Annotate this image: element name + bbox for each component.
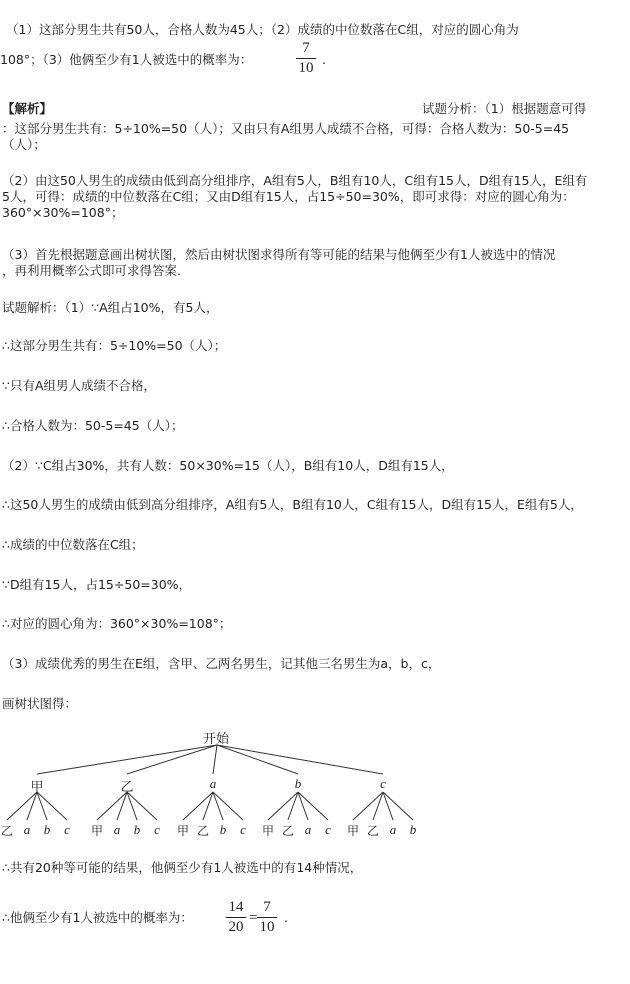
tree-branch-node: c (380, 776, 386, 791)
solution-line-11: 画树状图得： (2, 696, 78, 711)
fraction-bar (226, 917, 246, 918)
tree-leaf-node: c (240, 822, 246, 837)
analysis-p2-line3: 360°×30%=108°； (2, 205, 124, 220)
fraction-numerator: 7 (302, 40, 310, 56)
tree-leaf-node: b (219, 822, 227, 837)
solution-line-7: ∴成绩的中位数落在C组； (2, 537, 144, 552)
tree-leaf-node: 乙 (281, 824, 295, 838)
tree-edge-root (217, 745, 383, 774)
solution-line-5: （2）∵C组占30%，共有人数：50×30%=15（人），B组有10人，D组有15人， (2, 458, 454, 473)
conclusion-fraction-1 (226, 899, 246, 936)
solution-line-2: ∴这部分男生共有：5÷10%=50（人）； (2, 338, 227, 353)
tree-leaf-node: b (409, 822, 417, 837)
analysis-p3-line1: （3）首先根据题意画出树状图，然后由树状图求得所有等可能的结果与他俩至少有1人被选中的情况 (2, 247, 556, 262)
analysis-p1-line1: ：这部分男生共有：5÷10%=50（人）；又由只有A组男人成绩不合格，可得：合格人数为：50-5=45 (2, 121, 570, 136)
conclusion-line-1: ∴共有20种等可能的结果，他俩至少有1人被选中的有14种情况， (2, 860, 363, 875)
tree-root: 开始 (202, 732, 230, 747)
answer-period: . (322, 52, 326, 67)
tree-edge-root (37, 745, 217, 774)
answer-line-2: 108°；（3）他俩至少有1人被选中的概率为： (0, 52, 253, 67)
tree-branch-node: b (294, 776, 302, 791)
analysis-p2-line1: （2）由这50人男生的成绩由低到高分组排序，A组有5人，B组有10人，C组有15人，D组有15人，E组有 (2, 173, 588, 188)
tree-leaf-node: a (23, 822, 31, 837)
tree-edge-root (217, 745, 298, 774)
tree-leaf-node: c (325, 822, 331, 837)
tree-leaf-node: 甲 (346, 824, 360, 838)
solution-line-10: （3）成绩优秀的男生在E组，含甲、乙两名男生，记其他三名男生为a，b，c， (2, 656, 441, 671)
fraction-denominator: 20 (228, 919, 244, 935)
tree-leaf-node: b (133, 822, 141, 837)
tree-edge-root (127, 745, 217, 774)
tree-branch-node: 乙 (120, 780, 134, 795)
solution-line-8: ∵D组有15人，占15÷50=30%， (2, 577, 192, 592)
analysis-intro: 试题分析：（1）根据题意可得 (422, 101, 587, 116)
conclusion-period: . (284, 910, 288, 925)
tree-leaf-node: 乙 (366, 824, 380, 838)
tree-leaf-node: a (389, 822, 397, 837)
fraction-denominator: 10 (259, 919, 275, 935)
analysis-p1-line2: （人）； (2, 137, 46, 152)
tree-leaf-node: c (154, 822, 160, 837)
solution-line-3: ∵只有A组男人成绩不合格， (2, 378, 157, 393)
tree-leaf-node: 甲 (176, 824, 190, 838)
fraction-numerator: 7 (263, 899, 271, 915)
analysis-p3-line2: ，再利用概率公式即可求得答案. (2, 263, 181, 278)
tree-leaf-node: 乙 (0, 824, 14, 838)
fraction-denominator: 10 (298, 60, 314, 76)
tree-leaf-node: 甲 (90, 824, 104, 838)
tree-leaf-node: a (304, 822, 312, 837)
conclusion-line-2: ∴他俩至少有1人被选中的概率为： (2, 910, 193, 925)
conclusion-fraction-2 (257, 899, 277, 936)
tree-leaf-node: 乙 (196, 824, 210, 838)
tree-edge-root (213, 745, 217, 774)
solution-line-6: ∴这50人男生的成绩由低到高分组排序，A组有5人，B组有10人，C组有15人，D组有15人，E组有5人， (2, 497, 583, 512)
solution-line-4: ∴合格人数为：50-5=45（人）； (2, 418, 184, 433)
solution-line-9: ∴对应的圆心角为：360°×30%=108°； (2, 616, 232, 631)
fraction-numerator: 14 (228, 899, 244, 915)
tree-leaf-node: 甲 (261, 824, 275, 838)
equals-sign: = (249, 910, 258, 926)
analysis-heading: 【解析】 (2, 101, 53, 116)
tree-branch-node: a (209, 776, 217, 791)
tree-leaf-node: c (64, 822, 70, 837)
tree-leaf-node: a (113, 822, 121, 837)
answer-line-1: （1）这部分男生共有50人，合格人数为45人；（2）成绩的中位数落在C组，对应的圆心角为 (6, 22, 519, 37)
tree-leaf-node: b (43, 822, 51, 837)
analysis-p2-line2: 5人，可得：成绩的中位数落在C组；又由D组有15人，占15÷50=30%，即可求得：对应的圆心角为： (2, 189, 575, 204)
tree-branch-node: 甲 (30, 780, 44, 795)
solution-line-1: 试题解析：（1）∵A组占10%，有5人， (2, 300, 219, 315)
fraction-bar (257, 917, 277, 918)
